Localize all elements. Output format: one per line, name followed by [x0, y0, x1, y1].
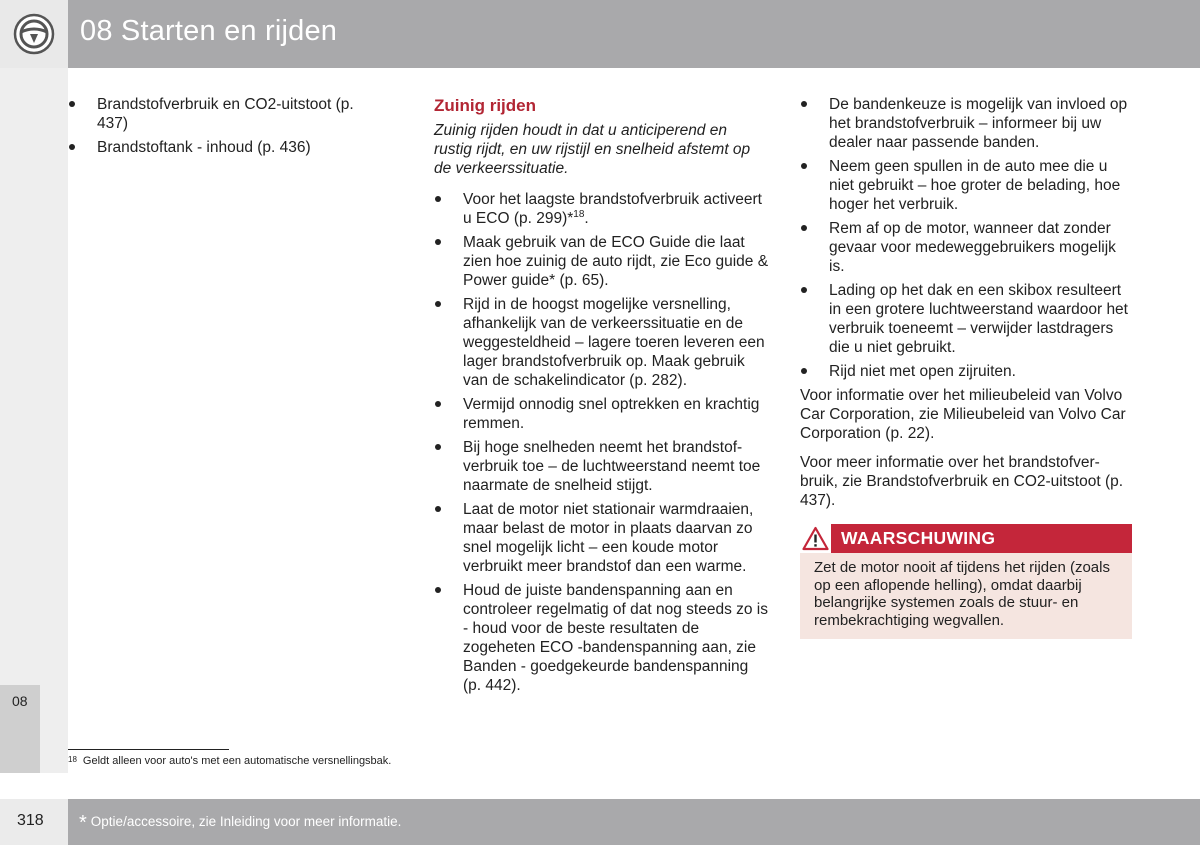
side-margin-strip [0, 68, 68, 773]
chapter-tab[interactable] [0, 685, 40, 773]
warning-title: WAARSCHUWING [841, 528, 996, 548]
column-left [68, 95, 368, 162]
column-right [800, 95, 1132, 639]
bullet-icon [435, 239, 441, 245]
bullet-icon [435, 196, 441, 202]
footer-note-text: Optie/accessoire, zie Inleiding voor meer informatie. [90, 814, 402, 829]
list-item: Rijd niet met open zijruiten. [800, 362, 1132, 381]
footnote-text: Geldt alleen voor auto's met een automatische versnellingsbak. [82, 755, 392, 767]
warning-triangle-icon [802, 526, 829, 551]
list-item[interactable]: Rijd in de hoogst mogelijke versnelling, afhankelijk van de verkeerssituatie en de weggesteldheid – lagere toeren leveren een lager brandstofverbruik op. Maak gebruik van de schakelindicator (p. 282). [434, 295, 769, 390]
tips-list [434, 190, 769, 695]
list-item[interactable]: Brandstofverbruik en CO2-uitstoot (p. 437) [68, 95, 368, 133]
list-item[interactable]: Maak gebruik van de ECO Guide die laat zien hoe zuinig de auto rijdt, zie Eco guide & Power guide* (p. 65). [434, 233, 769, 290]
bullet-icon [69, 144, 75, 150]
bullet-icon [435, 587, 441, 593]
fuel-info-paragraph[interactable]: Voor meer informatie over het brandstofverbruik, zie Brandstofverbruik en CO2-uitstoot (p. 437). [800, 454, 1124, 509]
warning-box [800, 524, 1132, 639]
footer-page-box [0, 799, 68, 845]
tips-list-continued [800, 95, 1132, 381]
list-item: Neem geen spullen in de auto mee die u niet gebruikt – hoe groter de belading, hoe hoger het verbruik. [800, 157, 1132, 214]
bullet-icon [801, 225, 807, 231]
bullet-icon [435, 301, 441, 307]
warning-text: Zet de motor nooit af tijdens het rijden (zoals op een aflopende helling), omdat daarbij belangrijke systemen zoals de stuur- en rembekrachtiging wegvallen. [814, 559, 1110, 629]
footer-note [79, 812, 401, 835]
bullet-icon [801, 368, 807, 374]
list-item: De bandenkeuze is mogelijk van invloed op het brandstofverbruik – informeer bij uw dealer naar passende banden. [800, 95, 1132, 152]
list-item: Rem af op de motor, wanneer dat zonder gevaar voor medeweggebruikers mogelijk is. [800, 219, 1132, 276]
list-item: Laat de motor niet stationair warmdraaien, maar belast de motor in plaats daarvan zo snel mogelijk licht – een koude motor verbruikt meer brandstof dan een warme. [434, 500, 769, 576]
warning-icon-box [800, 524, 831, 553]
chapter-title: 08 Starten en rijden [80, 15, 338, 47]
list-item: Lading op het dak en een skibox resulteert in een grotere luchtweerstand waardoor het verbruik toeneemt – verwijder lastdragers die u niet gebruikt. [800, 281, 1132, 357]
steering-wheel-icon [13, 13, 55, 55]
footnote-number: 18 [68, 755, 77, 764]
warning-header [800, 524, 1132, 553]
list-item[interactable]: Houd de juiste bandenspanning aan en controleer regelmatig of dat nog steeds zo is - houd voor de beste resultaten de zogeheten ECO -bandenspanning aan, zie Banden - goedgekeurde bandenspanning (p. 442). [434, 581, 769, 695]
list-item[interactable]: Voor het laagste brandstofverbruik activeert u ECO (p. 299)*$^{18}$. [434, 190, 769, 228]
list-item: Vermijd onnodig snel optrekken en krachtig remmen. [434, 395, 769, 433]
section-intro: Zuinig rijden houdt in dat u anticiperend en rustig rijdt, en uw rijstijl en snelheid afstemt op de verkeerssituatie. [434, 122, 751, 177]
bullet-icon [69, 101, 75, 107]
list-item[interactable]: Brandstoftank - inhoud (p. 436) [68, 138, 368, 157]
asterisk-icon: * [79, 812, 87, 834]
bullet-icon [801, 101, 807, 107]
related-links-list [68, 95, 368, 157]
footnote-ref[interactable]: 18 [573, 208, 585, 220]
footer-bar [68, 799, 1200, 845]
bullet-icon [801, 163, 807, 169]
header-bar [68, 0, 1200, 68]
footnote [68, 755, 391, 767]
bullet-icon [435, 401, 441, 407]
bullet-icon [801, 287, 807, 293]
footnote-divider [68, 749, 229, 750]
environment-paragraph[interactable]: Voor informatie over het milieubeleid van Volvo Car Corporation, zie Milieubeleid van Volvo Car Corporation (p. 22). [800, 387, 1126, 442]
chapter-icon-box [0, 0, 68, 68]
list-item: Bij hoge snelheden neemt het brandstofverbruik toe – de luchtweerstand neemt toe naarmate de snelheid stijgt. [434, 438, 769, 495]
page-number: 318 [17, 812, 44, 829]
bullet-icon [435, 506, 441, 512]
section-title: Zuinig rijden [434, 96, 536, 115]
column-middle [434, 95, 769, 700]
chapter-tab-label: 08 [12, 693, 28, 709]
bullet-icon [435, 444, 441, 450]
